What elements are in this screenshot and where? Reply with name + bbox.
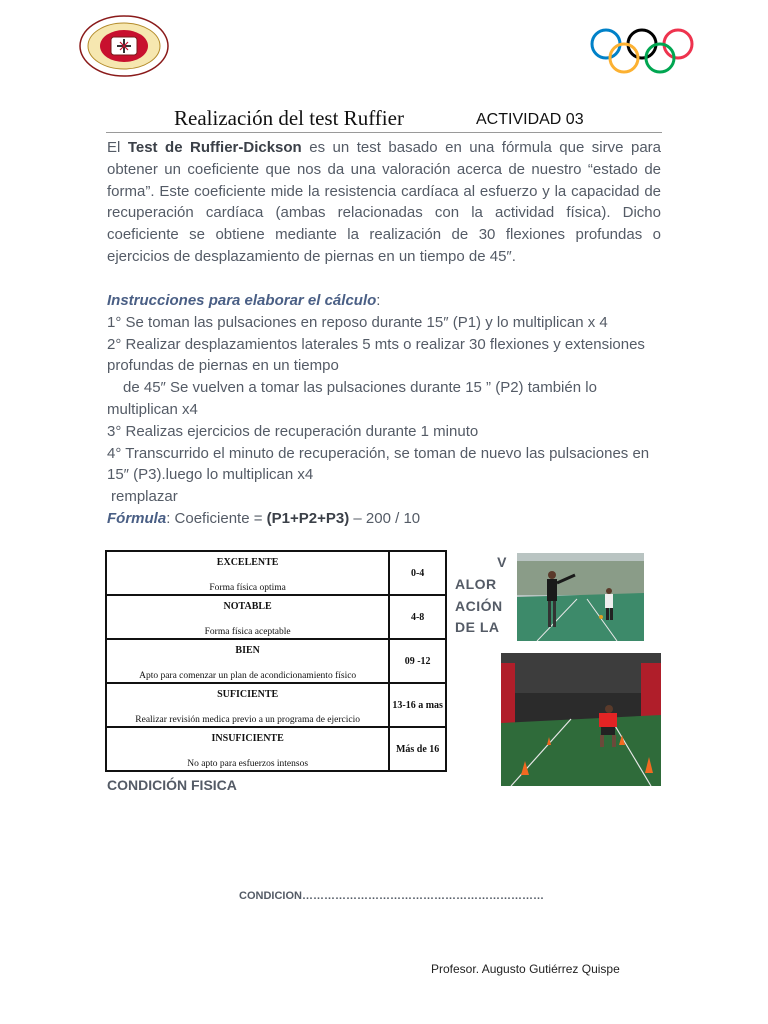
rating-range: 13-16 a mas [389, 683, 446, 727]
rating-level: BIEN [235, 645, 260, 656]
rating-table [105, 550, 447, 772]
step-2b: de 45″ Se vuelven a tomar las pulsaciones durante 15 ” (P2) también lo multiplican x4 [107, 379, 597, 418]
title-row [106, 104, 662, 133]
test-name: Test de Ruffier-Dickson [127, 139, 302, 156]
formula-prefix: : Coeficiente = [166, 509, 267, 527]
side-title [455, 552, 507, 639]
replace-label: remplazar [111, 488, 178, 506]
step-2: 2° Realizar desplazamientos laterales 5 mts o realizar 30 flexiones y extensiones profundas de piernas en un tiempo [107, 335, 645, 375]
rating-description-cell [106, 595, 389, 639]
rating-row [106, 551, 446, 595]
rating-description-cell [106, 683, 389, 727]
rating-level: SUFICIENTE [217, 689, 279, 700]
side-title-line-4: DE LA [455, 619, 500, 636]
rating-level: EXCELENTE [216, 557, 279, 568]
rating-description: Realizar revisión medica previo a un programa de ejercicio [135, 715, 360, 725]
step-4: 4° Transcurrido el minuto de recuperación, se toman de nuevo las pulsaciones en 15″ (P3).luego lo multiplican x4 [107, 444, 650, 484]
document-title: Realización del test Ruffier [174, 106, 404, 130]
intro-paragraph [107, 137, 661, 268]
rating-range: 09 -12 [389, 639, 446, 683]
rating-range: 4-8 [389, 595, 446, 639]
rating-description: Forma física aceptable [204, 627, 291, 637]
step-3: 3° Realizas ejercicios de recuperación durante 1 minuto [107, 422, 479, 440]
intro-prefix: El [107, 139, 128, 156]
heading-colon: : [376, 292, 381, 309]
side-title-line-1: V [497, 554, 507, 570]
instructions-section [107, 290, 663, 530]
rating-row [106, 595, 446, 639]
rating-description-cell [106, 639, 389, 683]
rating-row [106, 639, 446, 683]
activity-label: ACTIVIDAD 03 [476, 111, 584, 128]
condition-title: CONDICIÓN FISICA [107, 777, 237, 793]
rating-description: Apto para comenzar un plan de acondicionamiento físico [139, 671, 357, 681]
step-1: 1° Se toman las pulsaciones en reposo durante 15″ (P1) y lo multiplican x 4 [107, 313, 608, 331]
rating-row [106, 727, 446, 771]
side-title-line-3: ACIÓN [455, 597, 503, 614]
olympic-rings-icon [588, 26, 696, 76]
rating-description-cell [106, 551, 389, 595]
rating-range: 0-4 [389, 551, 446, 595]
rating-level: INSUFICIENTE [211, 733, 284, 744]
rating-description-cell [106, 727, 389, 771]
formula-line [107, 508, 663, 530]
side-title-line-2: ALOR [455, 575, 497, 592]
rating-row [106, 683, 446, 727]
instructions-heading: Instrucciones para elaborar el cálculo [107, 292, 377, 309]
teacher-name: Profesor. Augusto Gutiérrez Quispe [431, 962, 620, 976]
intro-body: es un test basado en una fórmula que sirve para obtener un coeficiente que nos da una valoración acerca de nuestro “estado de forma”. Este coeficiente mide la resistencia cardíaca al esfuerzo y la capacidad de recuperación cardíaca (ambas relacionadas con la actividad física). Dicho coeficiente se obtiene mediante la realización de 30 flexiones profundas o ejercicios de desplazamiento de piernas en un tiempo de 45″. [107, 139, 661, 265]
rating-description: Forma física optima [209, 583, 286, 593]
rating-level: NOTABLE [223, 601, 272, 612]
rating-description: No apto para esfuerzos intensos [187, 759, 309, 769]
formula-label: Fórmula [107, 509, 167, 527]
school-crest-icon [78, 14, 170, 78]
court-exercise-photo [517, 553, 644, 641]
instructions-heading-line [107, 290, 663, 312]
rating-range: Más de 16 [389, 727, 446, 771]
condition-field: CONDICION………………………………………………………… [239, 890, 544, 902]
gym-agility-photo [501, 653, 661, 786]
formula-suffix: – 200 / 10 [349, 509, 421, 527]
formula-bold: (P1+P2+P3) [266, 509, 350, 527]
